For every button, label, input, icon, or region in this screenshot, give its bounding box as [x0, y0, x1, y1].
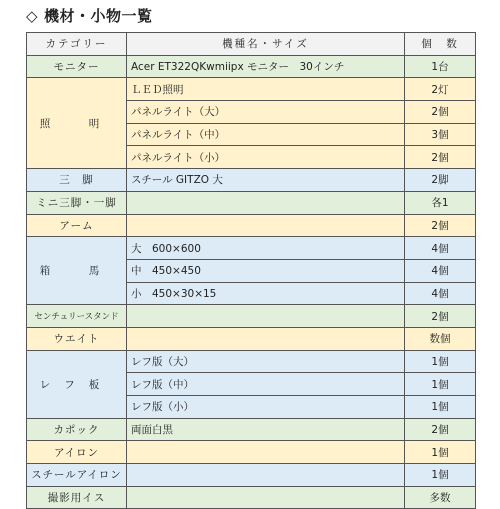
- item-cell: レフ版（大）: [127, 350, 405, 373]
- item-cell: [127, 327, 405, 350]
- title-text: 機材・小物一覧: [44, 7, 153, 25]
- count-cell: 2灯: [405, 78, 476, 101]
- header-item: 機種名・サイズ: [127, 33, 405, 56]
- table-row: [27, 78, 476, 101]
- table-row: [27, 418, 476, 441]
- count-cell: 2個: [405, 101, 476, 124]
- item-cell: 大 600×600: [127, 237, 405, 260]
- table-row: [27, 305, 476, 328]
- item-cell: [127, 486, 405, 509]
- count-cell: 2個: [405, 214, 476, 237]
- category-cell: レフ板: [27, 350, 127, 418]
- count-cell: 2個: [405, 146, 476, 169]
- equipment-table: [26, 32, 476, 509]
- item-cell: レフ版（中）: [127, 373, 405, 396]
- count-cell: 2個: [405, 305, 476, 328]
- count-cell: 2脚: [405, 169, 476, 192]
- category-cell: 箱 馬: [27, 237, 127, 305]
- category-cell: ウエイト: [27, 327, 127, 350]
- item-cell: パネルライト（中）: [127, 123, 405, 146]
- table-row: [27, 191, 476, 214]
- category-cell: ミニ三脚・一脚: [27, 191, 127, 214]
- table-header-row: [27, 33, 476, 56]
- count-cell: 4個: [405, 237, 476, 260]
- header-count: 個 数: [405, 33, 476, 56]
- item-cell: レフ版（小）: [127, 396, 405, 419]
- category-cell: 撮影用イス: [27, 486, 127, 509]
- count-cell: 3個: [405, 123, 476, 146]
- item-cell: パネルライト（小）: [127, 146, 405, 169]
- table-row: [27, 486, 476, 509]
- item-cell: 中 450×450: [127, 259, 405, 282]
- category-cell: アーム: [27, 214, 127, 237]
- item-cell: Acer ET322QKwmiipx モニター 30インチ: [127, 55, 405, 78]
- category-cell: スチールアイロン: [27, 464, 127, 487]
- count-cell: 1台: [405, 55, 476, 78]
- count-cell: 1個: [405, 441, 476, 464]
- count-cell: 多数: [405, 486, 476, 509]
- table-row: [27, 464, 476, 487]
- item-cell: [127, 464, 405, 487]
- page-title: [26, 6, 153, 26]
- table-row: [27, 55, 476, 78]
- count-cell: 2個: [405, 418, 476, 441]
- category-cell: モニター: [27, 55, 127, 78]
- category-cell: アイロン: [27, 441, 127, 464]
- category-cell: センチュリースタンド: [27, 305, 127, 328]
- count-cell: 数個: [405, 327, 476, 350]
- count-cell: 各1: [405, 191, 476, 214]
- table-row: [27, 441, 476, 464]
- table-row: [27, 237, 476, 260]
- table-row: [27, 214, 476, 237]
- count-cell: 4個: [405, 259, 476, 282]
- item-cell: [127, 441, 405, 464]
- item-cell: スチール GITZO 大: [127, 169, 405, 192]
- item-cell: [127, 214, 405, 237]
- table-row: [27, 327, 476, 350]
- item-cell: パネルライト（大）: [127, 101, 405, 124]
- count-cell: 1個: [405, 373, 476, 396]
- count-cell: 4個: [405, 282, 476, 305]
- count-cell: 1個: [405, 464, 476, 487]
- item-cell: [127, 191, 405, 214]
- table-row: [27, 350, 476, 373]
- category-cell: 照 明: [27, 78, 127, 169]
- item-cell: 小 450×30×15: [127, 282, 405, 305]
- count-cell: 1個: [405, 350, 476, 373]
- item-cell: 両面白黒: [127, 418, 405, 441]
- category-cell: カポック: [27, 418, 127, 441]
- header-category: カテゴリー: [27, 33, 127, 56]
- count-cell: 1個: [405, 396, 476, 419]
- item-cell: [127, 305, 405, 328]
- category-cell: 三 脚: [27, 169, 127, 192]
- table-row: [27, 169, 476, 192]
- item-cell: ＬＥＤ照明: [127, 78, 405, 101]
- diamond-icon: ◇: [26, 7, 39, 25]
